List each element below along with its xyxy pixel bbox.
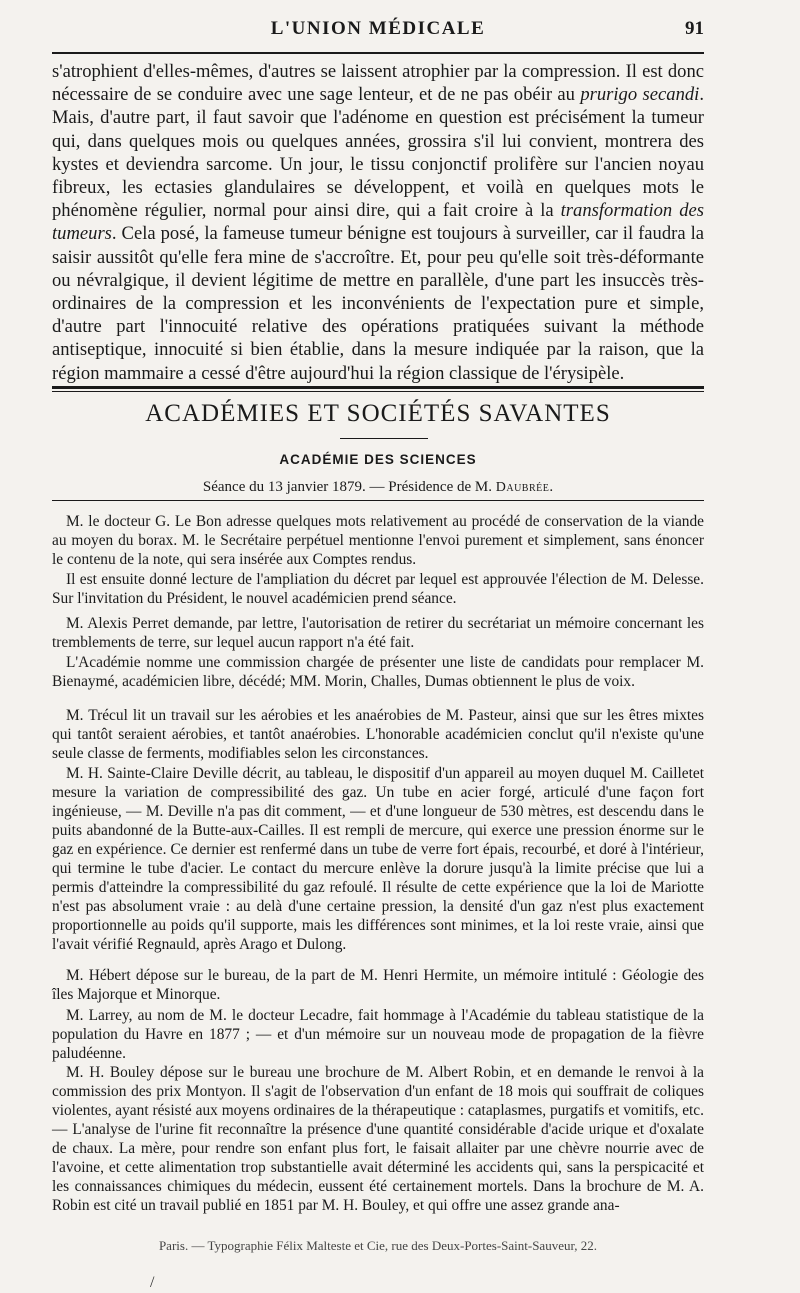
printer-imprint: Paris. — Typographie Félix Malteste et Cie, rue des Deux-Portes-Saint-Sauveur, 22.: [158, 1238, 598, 1253]
paragraph-text: Il est ensuite donné lecture de l'ampliation du décret par lequel est approuvée l'élection de M. Delesse. Sur l'invitation du Président, le nouvel académicien prend séance.: [52, 571, 704, 607]
intro-italic-2: transformation des tumeurs: [52, 200, 704, 245]
paragraph-text: M. H. Bouley dépose sur le bureau une brochure de M. Albert Robin, et en demande le renvoi à la commission des prix Montyon. Il s'agit de l'observation d'un enfant de 18 mois qui souffrait de coliques violentes, ayant résisté aux moyens ordinaires de la thérapeutique : cataplasmes, purgatifs et vomitifs, etc. — L'analyse de l'urine fit reconnaître la présence d'une quantité considérable d'acide urique et d'oxalate de chaux. La mère, pour rendre son enfant plus fort, le faisait allaiter par une chèvre nourrie avec de l'avoine, et cette alimentation trop substantielle avait déterminé les accidents qui, sans la perspicacité et les connaissances chimiques du médecin, eussent été certainement mortels. Dans la brochure de M. A. Robin est cité un travail publié en 1851 par M. H. Bouley, et qui offre une assez grande ana-: [52, 1064, 704, 1214]
subsection-title: ACADÉMIE DES SCIENCES: [279, 452, 477, 467]
paragraph-trecul: [52, 706, 704, 763]
paragraph-perret: [52, 614, 704, 652]
seance-rule: [52, 500, 704, 501]
paragraph-text: M. Trécul lit un travail sur les aérobies et les anaérobies de M. Pasteur, ainsi que sur les êtres mixtes qui tantôt seraient aérobies, et tantôt anaérobies. L'honorable académicien conclut qu'il n'existe qu'une seule classe de ferments, modifiables selon les circonstances.: [52, 707, 704, 762]
seance-president: Daubrée: [495, 480, 550, 495]
seance-text: Séance du 13 janvier 1879. — Présidence de M.: [202, 479, 496, 495]
running-header: [52, 16, 704, 46]
paragraph-deville: [52, 764, 704, 954]
paragraph-text: M. Hébert dépose sur le bureau, de la part de M. Henri Hermite, un mémoire intitulé : Géologie des îles Majorque et Minorque.: [52, 967, 704, 1003]
paragraph-commission: [52, 653, 704, 691]
paragraph-le-bon: [52, 512, 704, 569]
paragraph-text: M. Alexis Perret demande, par lettre, l'autorisation de retirer du secrétariat un mémoire concernant les tremblements de terre, sur lequel aucun rapport n'a été fait.: [52, 615, 704, 651]
seance-end: .: [549, 479, 554, 495]
paragraph-text: M. Larrey, au nom de M. le docteur Lecadre, fait hommage à l'Académie du tableau statistique de la population du Havre en 1877 ; — et d'un mémoire sur un nouveau mode de propagation de la fièvre paludéenne.: [52, 1007, 704, 1062]
paragraph-text: M. le docteur G. Le Bon adresse quelques mots relativement au procédé de conservation de la viande au moyen du borax. M. le Secrétaire perpétuel mentionne l'envoi purement et simplement, sans énoncer le contenu de la note, qui sera insérée aux Comptes rendus.: [52, 513, 704, 568]
intro-text-3: . Cela posé, la fameuse tumeur bénigne est toujours à surveiller, car il faudra la saisir aussitôt qu'elle fera mine de s'accroître. Et, pour peu qu'elle soit très-déformante ou névralgique, il devient légitime de mettre en parallèle, d'une part les insuccès très-ordinaires de la compression et les inconvénients de l'expectation pure et simple, d'autre part l'innocuité relative des opérations pratiquées suivant la méthode antiseptique, innocuité si bien établie, dans la mesure indiquée par la raison, que la région mammaire a cessé d'être aujourd'hui la région classique de l'érysipèle.: [52, 223, 704, 384]
page-number: 91: [685, 18, 704, 39]
paragraph-text: L'Académie nomme une commission chargée de présenter une liste de candidats pour remplacer M. Bienaymé, académicien libre, décédé; MM. Morin, Challes, Dumas obtiennent le plus de voix.: [52, 654, 704, 690]
section-rule-thick: [52, 386, 704, 389]
journal-title: L'UNION MÉDICALE: [270, 18, 486, 39]
intro-text-2: . Mais, d'autre part, il faut savoir que l'adénome en question est précisément la tumeur qui, dans quelques mois ou quelques années, grossira s'il lui convient, montrera des kystes et deviendra sarcome. Un jour, le tissu conjonctif prolifère sur l'ancien noyau fibreux, les ectasies glandulaires se développent, et voilà en quelques mots le phénomène régulier, normal pour ainsi dire, qui a fait croire à la: [52, 84, 704, 222]
paragraph-bouley: [52, 1063, 704, 1215]
intro-text-1: s'atrophient d'elles-mêmes, d'autres se laissent atrophier par la compression. Il est donc nécessaire de se conduire avec une sage lenteur, et de ne pas obéir au: [52, 61, 704, 106]
footer-mark: /: [150, 1274, 155, 1291]
header-rule: [52, 52, 704, 54]
paragraph-delesse: [52, 570, 704, 608]
section-rule-thin: [52, 391, 704, 392]
section-short-rule: [340, 438, 428, 439]
paragraph-hebert: [52, 966, 704, 1004]
intro-italic-1: prurigo secandi: [580, 84, 700, 106]
paragraph-larrey: [52, 1006, 704, 1063]
section-title: ACADÉMIES ET SOCIÉTÉS SAVANTES: [145, 400, 611, 427]
seance-line: [52, 479, 704, 496]
intro-paragraph: [52, 60, 704, 385]
paragraph-text: M. H. Sainte-Claire Deville décrit, au tableau, le dispositif d'un appareil au moyen duquel M. Cailletet mesure la variation de compressibilité des gaz. Un tube en acier forgé, articulé d'une façon fort ingénieuse, — M. Deville n'a pas dit comment, — et d'une longueur de 530 mètres, est descendu dans le puits abandonné de la Butte-aux-Cailles. Il est rempli de mercure, qui exerce une pression énorme sur le gaz en expérience. Ce dernier est renfermé dans un tube de verre fort épais, recourbé, et doré à l'intérieur, qui termine le tube d'acier. Le contact du mercure enlève la dorure jusqu'à la limite précise que lui a permis d'atteindre la compressibilité du gaz refoulé. Il résulte de cette expérience que la loi de Mariotte n'est pas absolument vraie : au delà d'une certaine pression, la densité d'un gaz n'est plus exactement proportionnelle au poids qu'il supporte, mais les différences sont minimes, et la loi reste vraie, ainsi que l'avait vérifié Regnauld, après Arago et Dulong.: [52, 765, 704, 953]
